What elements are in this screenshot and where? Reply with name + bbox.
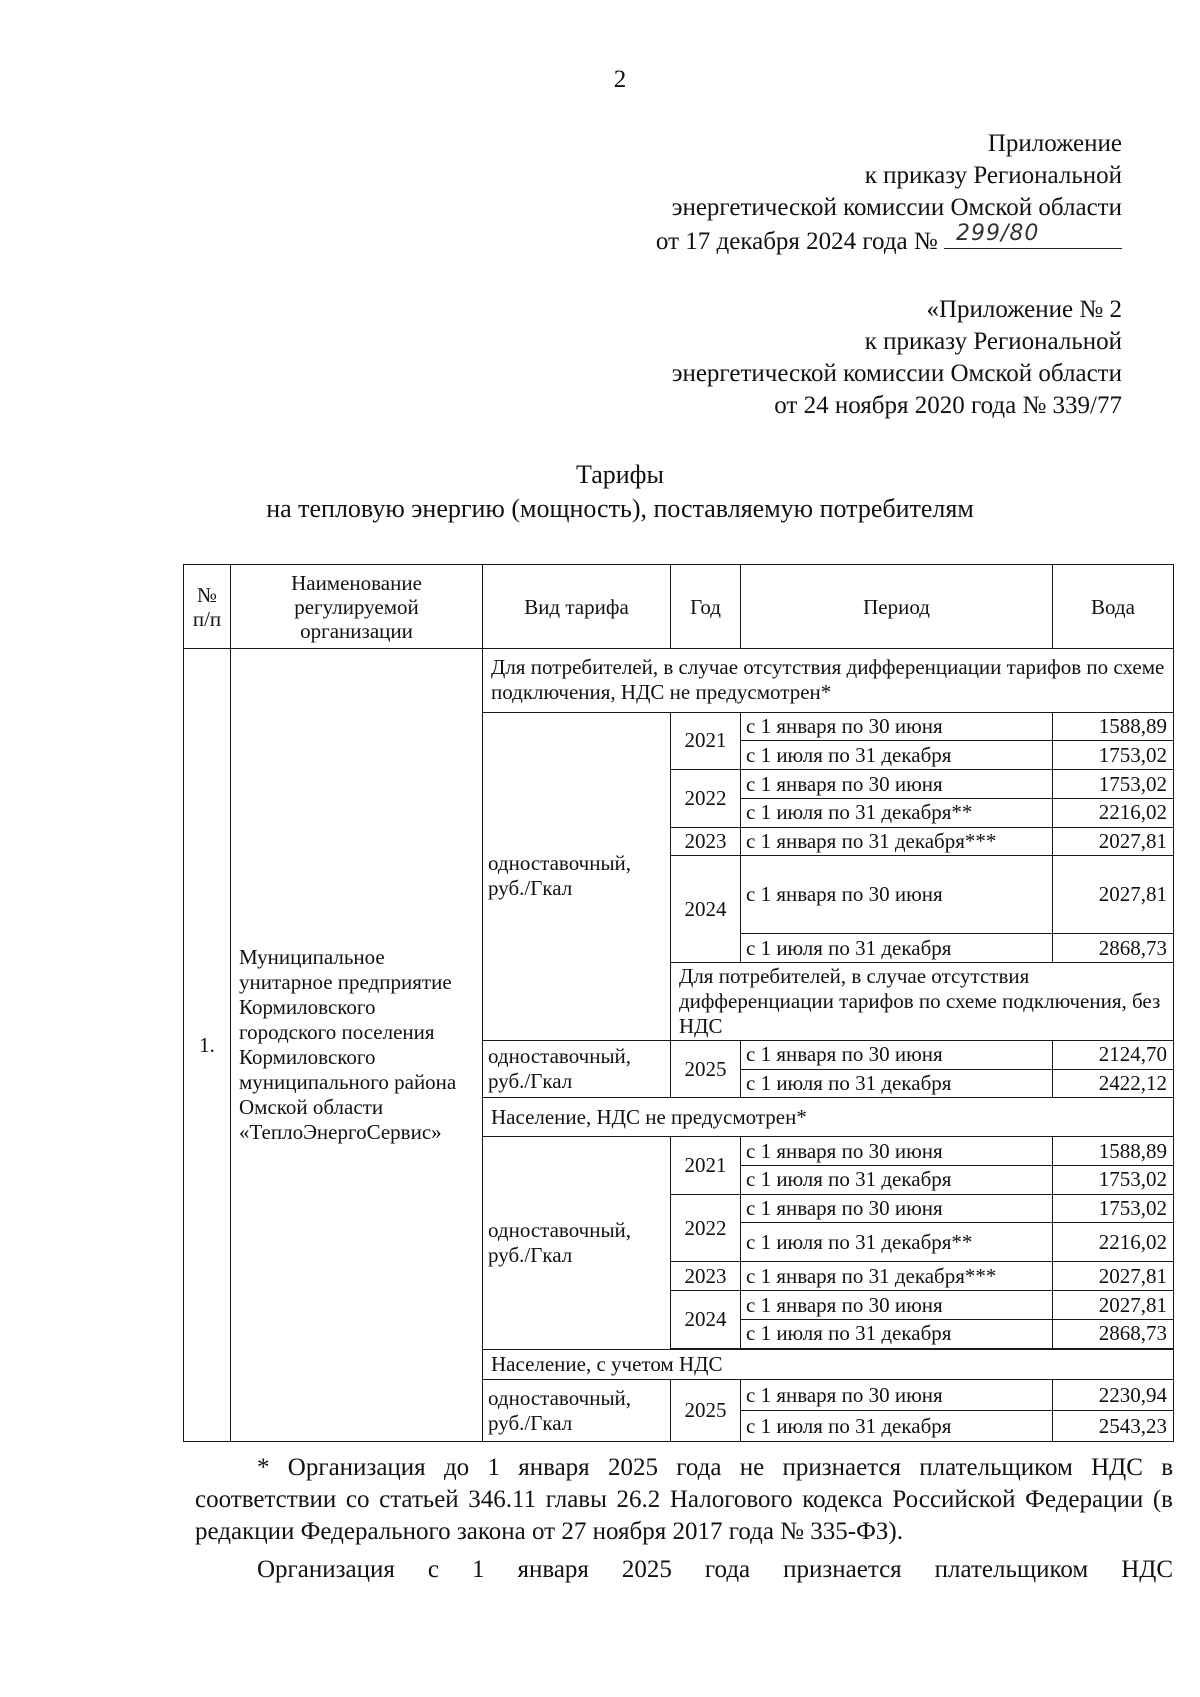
value-cell: 2230,94 [1053, 1380, 1174, 1411]
period-cell: с 1 января по 30 июня [741, 1194, 1053, 1223]
appendix-current-block [656, 128, 1122, 258]
header-water: Вода [1053, 565, 1174, 649]
header-org: Наименование регулируемой организации [231, 565, 483, 649]
appendix-title: Приложение [987, 130, 1122, 157]
period-cell: с 1 января по 30 июня [741, 1380, 1053, 1411]
footnote-1: * Организация до 1 января 2025 года не признается плательщиком НДС в соответствии со статьей 346.11 главы 26.2 Налогового кодекса Российской Федерации (в редакции Федерального закона от 27 ноября 2017 года № 335-ФЗ). [195, 1454, 1173, 1545]
value-cell: 1588,89 [1053, 712, 1174, 741]
tariff-type: одноставочный, руб./Гкал [483, 1040, 671, 1097]
period-cell: с 1 июля по 31 декабря** [741, 1223, 1053, 1262]
year-cell: 2024 [671, 1291, 741, 1348]
year-cell: 2023 [671, 1262, 741, 1291]
footnote-2: Организация с 1 января 2025 года признается плательщиком НДС [257, 1556, 1173, 1583]
value-cell: 2216,02 [1053, 798, 1174, 827]
value-cell: 1753,02 [1053, 770, 1174, 799]
document-title: Тарифы [575, 460, 664, 489]
year-cell: 2021 [671, 712, 741, 769]
period-cell: с 1 января по 30 июня [741, 856, 1053, 934]
value-cell: 1588,89 [1053, 1137, 1174, 1166]
value-cell: 2027,81 [1053, 1291, 1174, 1320]
tariff-type: одноставочный, руб./Гкал [483, 1380, 671, 1442]
table-row [184, 649, 1174, 713]
year-cell: 2021 [671, 1137, 741, 1194]
period-cell: с 1 января по 30 июня [741, 1137, 1053, 1166]
value-cell: 1753,02 [1053, 741, 1174, 770]
group-heading-4: Население, с учетом НДС [483, 1349, 1174, 1380]
year-cell: 2022 [671, 770, 741, 827]
appendix-commission: энергетической комиссии Омской области [671, 194, 1122, 221]
period-cell: с 1 января по 30 июня [741, 712, 1053, 741]
value-cell: 1753,02 [1053, 1194, 1174, 1223]
header-num: № п/п [184, 565, 231, 649]
tariff-type: одноставочный, руб./Гкал [483, 1137, 671, 1349]
appendix-original-block [672, 294, 1122, 422]
organization-name: Муниципальное унитарное предприятие Кормиловского городского поселения Кормиловского муниципального района Омской области «ТеплоЭнергоСервис» [231, 649, 483, 1442]
value-cell: 2543,23 [1053, 1411, 1174, 1442]
value-cell: 1753,02 [1053, 1166, 1174, 1195]
value-cell: 2868,73 [1053, 1319, 1174, 1348]
row-number: 1. [184, 649, 231, 1442]
header-type: Вид тарифа [483, 565, 671, 649]
group-heading-1: Для потребителей, в случае отсутствия дифференциации тарифов по схеме подключения, НДС не предусмотрен* [483, 649, 1174, 713]
handwritten-order-number: 299/80 [944, 224, 1122, 249]
tariff-table [183, 564, 1174, 1442]
year-cell: 2023 [671, 827, 741, 856]
appendix-order-ref: к приказу Региональной [864, 162, 1122, 189]
footnotes [195, 1452, 1173, 1586]
page-number: 2 [613, 66, 627, 93]
value-cell: 2124,70 [1053, 1040, 1174, 1069]
tariff-type: одноставочный, руб./Гкал [483, 712, 671, 1040]
period-cell: с 1 июля по 31 декабря [741, 1166, 1053, 1195]
period-cell: с 1 января по 30 июня [741, 1291, 1053, 1320]
period-cell: с 1 июля по 31 декабря** [741, 798, 1053, 827]
period-cell: с 1 июля по 31 декабря [741, 1069, 1053, 1098]
period-cell: с 1 июля по 31 декабря [741, 1411, 1053, 1442]
year-cell: 2025 [671, 1380, 741, 1442]
value-cell: 2422,12 [1053, 1069, 1174, 1098]
year-cell: 2025 [671, 1040, 741, 1097]
appendix-original-order-ref: к приказу Региональной [864, 328, 1122, 355]
appendix-date-line [655, 221, 1122, 258]
document-subtitle: на тепловую энергию (мощность), поставляемую потребителям [266, 494, 974, 523]
appendix-date: от 17 декабря 2024 года № [655, 228, 938, 255]
period-cell: с 1 января по 30 июня [741, 770, 1053, 799]
group-heading-3: Население, НДС не предусмотрен* [483, 1098, 1174, 1137]
value-cell: 2027,81 [1053, 856, 1174, 934]
period-cell: с 1 июля по 31 декабря [741, 1319, 1053, 1348]
period-cell: с 1 января по 30 июня [741, 1040, 1053, 1069]
period-cell: с 1 января по 31 декабря*** [741, 827, 1053, 856]
value-cell: 2216,02 [1053, 1223, 1174, 1262]
group-heading-2: Для потребителей, в случае отсутствия дифференциации тарифов по схеме подключения, без НДС [671, 962, 1174, 1040]
header-year: Год [671, 565, 741, 649]
header-period: Период [741, 565, 1053, 649]
appendix-original-date: от 24 ноября 2020 года № 339/77 [774, 392, 1122, 419]
appendix-original-commission: энергетической комиссии Омской области [671, 360, 1122, 387]
value-cell: 2027,81 [1053, 1262, 1174, 1291]
period-cell: с 1 июля по 31 декабря [741, 934, 1053, 963]
value-cell: 2868,73 [1053, 934, 1174, 963]
table-header-row [184, 565, 1174, 649]
value-cell: 2027,81 [1053, 827, 1174, 856]
period-cell: с 1 июля по 31 декабря [741, 741, 1053, 770]
appendix-original-title: «Приложение № 2 [926, 296, 1122, 323]
year-cell: 2024 [671, 856, 741, 963]
period-cell: с 1 января по 31 декабря*** [741, 1262, 1053, 1291]
year-cell: 2022 [671, 1194, 741, 1262]
